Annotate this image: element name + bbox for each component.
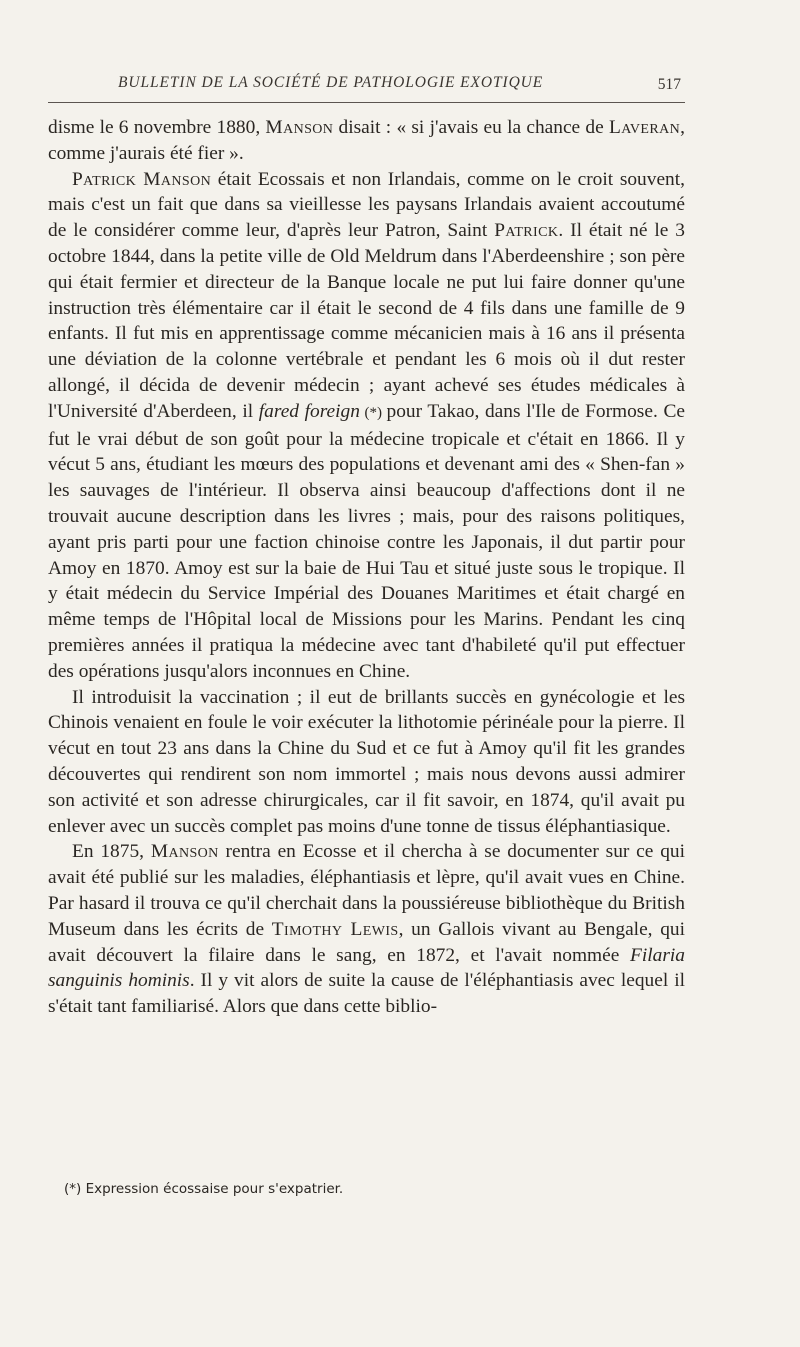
footnote: (*) Expression écossaise pour s'expatrier.: [64, 1181, 344, 1197]
author-name: Manson: [150, 841, 219, 863]
italic-phrase: fared foreign: [258, 400, 360, 422]
text-run: . Il y vit alors de suite la cause de l'éléphantiasis avec lequel il s'était tant familiarisé. Alors que dans cette biblio-: [48, 970, 685, 1018]
paragraph-1: [48, 115, 685, 167]
page-number: 517: [657, 76, 681, 93]
text-run: disait : « si j'avais eu la chance de: [333, 117, 609, 138]
body-text: [48, 115, 685, 1020]
italic-phrase: Filaria sanguinis hominis: [48, 944, 685, 992]
page-header: [48, 72, 685, 103]
author-name: Manson: [265, 117, 334, 138]
text-run: . Il était né le 3 octobre 1844, dans la petite ville de Old Meldrum dans l'Aberdeenshire ; son père qui était fermier et directeur de la Banque locale ne put lui faire donner qu'une instruction très élémentaire car il était le second de 4 fils dans une famille de 9 enfants. Il fut mis en apprentissage comme mécanicien mais à 16 ans il présenta une déviation de la colonne vertébrale et pendant les 6 mois où il dut rester allongé, il décida de devenir médecin ; ayant achevé ses études médicales à l'Université d'Aberdeen, il: [48, 220, 685, 422]
author-name: Patrick: [494, 220, 559, 242]
text-run: , un Gallois vivant au Bengale, qui avait découvert la filaire dans le sang, en 1872, et l'avait nommée: [48, 918, 686, 966]
text-run: , comme j'aurais été fier ».: [48, 117, 685, 164]
text-run: rentra en Ecosse et il chercha à se documenter sur ce qui avait été publié sur les maladies, éléphantiasis et lèpre, qu'il avait vues en Chine. Par hasard il trouva ce qu'il cherchait dans la poussiéreuse bibliothèque du British Museum dans les écrits de: [48, 841, 685, 940]
running-title: BULLETIN DE LA SOCIÉTÉ DE PATHOLOGIE EXOTIQUE: [118, 74, 544, 91]
text-run: pour Takao, dans l'Ile de Formose. Ce fut le vrai début de son goût pour la médecine tropicale et c'était en 1866. Il y vécut 5 ans, étudiant les mœurs des populations et devenant ami des « Shen-fan » les sauvages de l'intérieur. Il observa ainsi beaucoup d'affections dont il ne trouvait aucune description dans les livres ; mais, pour des raisons politiques, ayant pris parti pour une faction chinoise contre les Japonais, il dut partir pour Amoy en 1870. Amoy est sur la baie de Hui Tau et situé juste sous le tropique. Il y était médecin du Service Impérial des Douanes Maritimes et était chargé en même temps de l'Hôpital local de Missions pour les Marins. Pendant les cinq premières années il pratiqua la médecine avec tant d'habileté qu'il put effectuer des opérations jusqu'alors inconnues en Chine.: [48, 400, 685, 682]
author-name: Laveran: [608, 117, 681, 138]
author-name: Patrick Manson: [72, 168, 212, 190]
paragraph-2: [48, 167, 685, 685]
author-name: Timothy Lewis: [271, 918, 399, 940]
text-run: En 1875,: [72, 841, 151, 863]
paragraph-4: [48, 839, 685, 1020]
text-run: était Ecossais et non Irlandais, comme on le croit souvent, mais c'est un fait que dans sa vieillesse les paysans Irlandais avaient accoutumé de le considérer comme leur, d'après leur Patron, Saint: [48, 168, 685, 242]
paragraph-3: Il introduisit la vaccination ; il eut de brillants succès en gynécologie et les Chinois venaient en foule le voir exécuter la lithotomie périnéale pour la pierre. Il vécut en tout 23 ans dans la Chine du Sud et ce fut à Amoy qu'il fit les grandes découvertes qui rendirent son nom immortel ; mais nous devons aussi admirer son activité et son adresse chirurgicales, car il fit savoir, en 1874, qu'il avait pu enlever avec un succès complet pas moins d'une tonne de tissus éléphantiasique.: [48, 686, 685, 837]
text-run: disme le 6 novembre 1880,: [48, 117, 266, 138]
footnote-marker: (*): [359, 404, 387, 421]
